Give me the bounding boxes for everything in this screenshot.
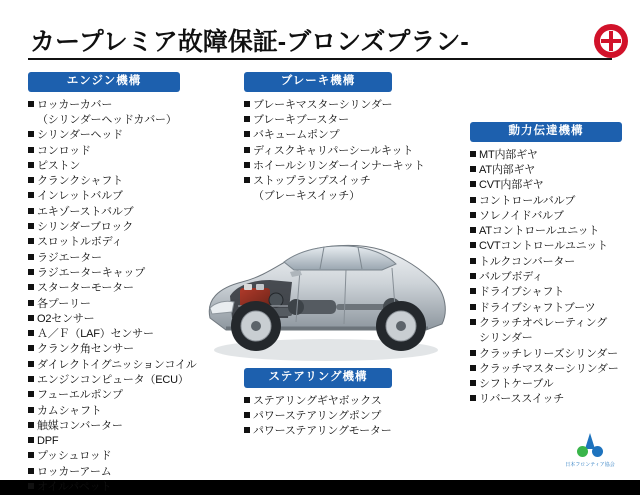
list-item [470, 347, 622, 362]
bullet-square-icon [28, 147, 34, 153]
list-item [28, 358, 197, 373]
list-item [28, 235, 180, 250]
list-item-label: ドライブシャフトブーツ [479, 301, 596, 314]
list-item-label: ステアリングギヤボックス [253, 394, 382, 407]
bullet-square-icon [28, 269, 34, 275]
list-item [28, 465, 180, 480]
list-item-label: インレットバルブ [37, 190, 123, 203]
bullet-square-icon [28, 284, 34, 290]
list-item-label: シリンダーブロック [37, 221, 133, 234]
list-item [470, 377, 622, 392]
bullet-square-icon [28, 177, 34, 183]
list-item-label: コンロッド [37, 144, 91, 157]
bullet-square-icon [470, 319, 476, 325]
section-brake [244, 72, 425, 205]
bullet-square-icon [470, 380, 476, 386]
page-title: カープレミア故障保証-ブロンズプラン- [30, 28, 469, 56]
list-item [470, 270, 622, 285]
list-item [470, 316, 622, 331]
bullet-square-icon [470, 242, 476, 248]
list-item [28, 144, 180, 159]
bullet-square-icon [28, 407, 34, 413]
list-item-label: ATコントロールユニット [479, 225, 600, 238]
list-item-label: カムシャフト [37, 404, 102, 417]
list-item-label: クランクシャフト [37, 175, 123, 188]
bullet-square-icon [28, 238, 34, 244]
bullet-square-icon [28, 101, 34, 107]
list-item-label: シリンダー [479, 332, 533, 345]
list-item-label: ブレーキブースター [253, 113, 349, 126]
list-item-label: シフトケーブル [479, 378, 554, 391]
section-steering-heading: ステアリング機構 [244, 368, 392, 388]
list-item-label: クラッチオペレーティング [479, 316, 608, 329]
bullet-square-icon [28, 422, 34, 428]
list-item [28, 404, 180, 419]
section-steering [244, 368, 392, 440]
list-item-label: CVT内部ギヤ [479, 179, 544, 192]
bullet-square-icon [28, 192, 34, 198]
rear-wheel [376, 301, 426, 351]
bullet-square-icon [244, 147, 250, 153]
bullet-square-icon [470, 288, 476, 294]
bullet-square-icon [28, 376, 34, 382]
bullet-square-icon [470, 166, 476, 172]
list-item [28, 128, 180, 143]
bullet-square-icon [470, 273, 476, 279]
bullet-square-icon [244, 162, 250, 168]
list-item [28, 189, 180, 204]
list-item [244, 159, 425, 174]
car-cutaway-svg [196, 200, 456, 375]
title-divider [28, 58, 612, 60]
list-item [244, 128, 392, 143]
list-item-label: スターターモーター [37, 282, 134, 295]
list-item [244, 394, 392, 409]
list-item [244, 174, 392, 189]
list-item-label: オイルパペット [37, 481, 112, 494]
list-item [470, 362, 622, 377]
list-item [470, 163, 622, 178]
list-item-label: パワーステアリングポンプ [253, 409, 382, 422]
section-brake-heading: ブレーキ機構 [244, 72, 392, 92]
bullet-square-icon [470, 304, 476, 310]
list-item [244, 409, 392, 424]
bullet-square-icon [470, 197, 476, 203]
bullet-square-icon [28, 361, 34, 367]
association-logo [560, 433, 620, 468]
bullet-square-icon [470, 227, 476, 233]
bullet-square-icon [470, 258, 476, 264]
bullet-square-icon [28, 162, 34, 168]
list-item [28, 449, 180, 464]
list-item-label: ホイールシリンダーインナーキット [253, 159, 425, 172]
list-item-label: フューエルポンプ [37, 389, 123, 402]
list-item [28, 251, 180, 266]
list-item-label: AT内部ギヤ [479, 163, 536, 176]
list-item [28, 174, 180, 189]
list-item [28, 159, 180, 174]
list-item [470, 194, 622, 209]
list-item-label: プッシュロッド [37, 450, 112, 463]
title-area [0, 0, 640, 62]
list-item [244, 113, 392, 128]
list-item [470, 209, 622, 224]
list-item [470, 392, 622, 407]
section-power-list [470, 148, 622, 408]
list-item-label: ディスクキャリパーシールキット [253, 144, 414, 157]
list-item-label: ドライブシャフト [479, 286, 565, 299]
list-item [28, 266, 180, 281]
list-item [28, 113, 180, 128]
list-item-label: シリンダーヘッド [37, 129, 123, 142]
list-item-label: ロッカーアーム [37, 465, 112, 478]
bullet-square-icon [28, 315, 34, 321]
list-item-label: ソレノイドバルブ [479, 209, 564, 222]
list-item [244, 144, 414, 159]
list-item-label: トルクコンバーター [479, 255, 575, 268]
list-item-label: エンジンコンピュータ（ECU） [37, 373, 189, 386]
bullet-square-icon [244, 177, 250, 183]
list-item-label: DPF [37, 435, 59, 448]
list-item-label: CVTコントロールユニット [479, 240, 608, 253]
list-item-label: 触媒コンバーター [37, 419, 123, 432]
list-item-label: バルブボディ [479, 271, 543, 284]
section-engine-list [28, 98, 197, 495]
association-mark-icon [577, 433, 603, 459]
section-power-transmission [470, 122, 622, 408]
bullet-square-icon [28, 468, 34, 474]
list-item-label: ダイレクトイグニッションコイル [37, 358, 197, 371]
bullet-square-icon [28, 452, 34, 458]
list-item-label: （シリンダーヘッドカバー） [37, 113, 177, 126]
list-item-label: 各プーリー [37, 297, 91, 310]
list-item-label: ロッカーカバー [37, 98, 113, 111]
list-item [470, 331, 622, 346]
bullet-square-icon [28, 483, 34, 489]
bullet-square-icon [28, 391, 34, 397]
bullet-square-icon [470, 350, 476, 356]
bullet-square-icon [470, 212, 476, 218]
list-item [28, 205, 180, 220]
list-item-label: バキュームポンプ [253, 129, 340, 142]
association-logo-caption: 日本フロンティア協会 [565, 462, 615, 468]
list-item [28, 327, 180, 342]
list-item [28, 281, 180, 296]
list-item [244, 98, 392, 113]
list-item-label: ブレーキマスターシリンダー [253, 98, 393, 111]
bullet-square-icon [28, 254, 34, 260]
list-item-label: エキゾーストバルブ [37, 205, 134, 218]
red-circle-cross-logo [594, 24, 628, 58]
list-item [28, 373, 189, 388]
front-wheel [231, 301, 281, 351]
list-item-label: ピストン [37, 159, 81, 172]
list-item [28, 419, 180, 434]
list-item-label: クラッチレリーズシリンダー [479, 347, 618, 360]
list-item-label: O2センサー [37, 312, 95, 325]
bullet-square-icon [470, 365, 476, 371]
list-item-label: パワーステアリングモーター [253, 425, 392, 438]
list-item-label: クラッチマスターシリンダー [479, 362, 619, 375]
list-item [28, 342, 180, 357]
list-item [470, 301, 622, 316]
list-item-label: ストップランプスイッチ [253, 175, 371, 188]
bullet-square-icon [28, 223, 34, 229]
list-item-label: コントロールバルブ [479, 194, 576, 207]
list-item [28, 98, 180, 113]
list-item [28, 388, 180, 403]
list-item-label: スロットルボディ [37, 236, 123, 249]
bullet-square-icon [28, 300, 34, 306]
list-item [470, 148, 622, 163]
bullet-square-icon [470, 395, 476, 401]
bullet-square-icon [28, 208, 34, 214]
bullet-square-icon [244, 101, 250, 107]
list-item-label: MT内部ギヤ [479, 148, 538, 161]
section-engine-heading: エンジン機構 [28, 72, 180, 92]
list-item [470, 178, 622, 193]
bullet-square-icon [28, 345, 34, 351]
list-item [28, 480, 180, 495]
list-item-label: ラジエーターキャップ [37, 266, 145, 279]
bullet-square-icon [28, 330, 34, 336]
section-engine [28, 72, 197, 495]
bullet-square-icon [470, 151, 476, 157]
list-item-label: Ａ／Ｆ（LAF）センサー [37, 328, 154, 341]
section-brake-list [244, 98, 425, 205]
list-item-label: ラジエーター [37, 251, 102, 264]
list-item [28, 220, 180, 235]
list-item [244, 189, 392, 204]
list-item [244, 424, 392, 439]
bullet-square-icon [244, 427, 250, 433]
bullet-square-icon [244, 116, 250, 122]
section-power-heading: 動力伝達機構 [470, 122, 622, 142]
list-item [470, 285, 622, 300]
bullet-square-icon [244, 397, 250, 403]
list-item-label: （ブレーキスイッチ） [253, 190, 360, 203]
bullet-square-icon [244, 412, 250, 418]
bullet-square-icon [28, 131, 34, 137]
list-item [28, 434, 180, 449]
list-item [470, 239, 622, 254]
list-item [28, 297, 180, 312]
list-item [470, 224, 622, 239]
car-illustration [196, 200, 456, 375]
section-steering-list [244, 394, 392, 440]
bullet-square-icon [244, 131, 250, 137]
list-item-label: リバーススイッチ [479, 393, 565, 406]
logo-inner-cross-icon [600, 30, 622, 52]
bullet-square-icon [470, 181, 476, 187]
list-item [28, 312, 180, 327]
list-item-label: クランク角センサー [37, 343, 134, 356]
bullet-square-icon [28, 437, 34, 443]
list-item [470, 255, 622, 270]
